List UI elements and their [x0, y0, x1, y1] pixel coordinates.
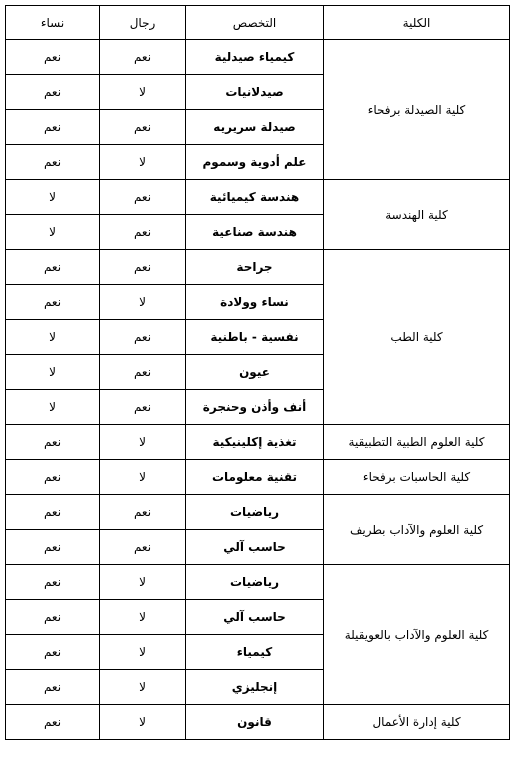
specialization-cell: إنجليزي — [186, 670, 324, 705]
men-cell: لا — [100, 460, 186, 495]
men-cell: لا — [100, 425, 186, 460]
men-cell: لا — [100, 145, 186, 180]
header-college: الكلية — [324, 6, 510, 40]
header-specialization: التخصص — [186, 6, 324, 40]
specialization-cell: قانون — [186, 705, 324, 740]
table-row — [6, 180, 510, 215]
college-name-cell: كلية الهندسة — [324, 180, 510, 250]
table-row — [6, 40, 510, 75]
men-cell: نعم — [100, 250, 186, 285]
women-cell: نعم — [6, 495, 100, 530]
header-men: رجال — [100, 6, 186, 40]
women-cell: نعم — [6, 145, 100, 180]
specialization-cell: كيمياء — [186, 635, 324, 670]
men-cell: نعم — [100, 180, 186, 215]
specialization-cell: رياضيات — [186, 495, 324, 530]
women-cell: نعم — [6, 75, 100, 110]
table-body — [6, 40, 510, 740]
college-name-cell: كلية العلوم والآداب بالعويقيلة — [324, 565, 510, 705]
specialization-cell: صيدلانيات — [186, 75, 324, 110]
men-cell: نعم — [100, 390, 186, 425]
men-cell: لا — [100, 705, 186, 740]
women-cell: نعم — [6, 670, 100, 705]
men-cell: نعم — [100, 495, 186, 530]
women-cell: نعم — [6, 565, 100, 600]
college-name-cell: كلية الطب — [324, 250, 510, 425]
table-header — [6, 6, 510, 40]
specialization-cell: جراحة — [186, 250, 324, 285]
men-cell: نعم — [100, 215, 186, 250]
women-cell: نعم — [6, 600, 100, 635]
men-cell: لا — [100, 635, 186, 670]
specialization-cell: هندسة صناعية — [186, 215, 324, 250]
specialization-cell: أنف وأذن وحنجرة — [186, 390, 324, 425]
table-row — [6, 460, 510, 495]
specialization-cell: حاسب آلي — [186, 600, 324, 635]
women-cell: نعم — [6, 285, 100, 320]
college-name-cell: كلية الصيدلة برفحاء — [324, 40, 510, 180]
men-cell: لا — [100, 670, 186, 705]
college-name-cell: كلية العلوم والآداب بطريف — [324, 495, 510, 565]
women-cell: لا — [6, 320, 100, 355]
men-cell: لا — [100, 75, 186, 110]
women-cell: نعم — [6, 705, 100, 740]
header-women: نساء — [6, 6, 100, 40]
college-name-cell: كلية الحاسبات برفحاء — [324, 460, 510, 495]
women-cell: لا — [6, 390, 100, 425]
men-cell: نعم — [100, 40, 186, 75]
specialization-cell: حاسب آلي — [186, 530, 324, 565]
specialization-cell: هندسة كيميائية — [186, 180, 324, 215]
specialization-cell: تغذية إكلينيكية — [186, 425, 324, 460]
women-cell: نعم — [6, 40, 100, 75]
specialization-cell: نفسية - باطنية — [186, 320, 324, 355]
men-cell: لا — [100, 565, 186, 600]
table-row — [6, 425, 510, 460]
women-cell: نعم — [6, 250, 100, 285]
men-cell: نعم — [100, 320, 186, 355]
specialization-cell: رياضيات — [186, 565, 324, 600]
specialization-cell: صيدلة سريريه — [186, 110, 324, 145]
women-cell: نعم — [6, 425, 100, 460]
women-cell: لا — [6, 215, 100, 250]
men-cell: لا — [100, 285, 186, 320]
men-cell: نعم — [100, 110, 186, 145]
women-cell: نعم — [6, 110, 100, 145]
specialization-cell: علم أدوية وسموم — [186, 145, 324, 180]
header-row — [6, 6, 510, 40]
programs-table — [5, 5, 510, 740]
specialization-cell: تقنية معلومات — [186, 460, 324, 495]
college-name-cell: كلية العلوم الطبية التطبيقية — [324, 425, 510, 460]
table-row — [6, 565, 510, 600]
men-cell: نعم — [100, 530, 186, 565]
college-name-cell: كلية إدارة الأعمال — [324, 705, 510, 740]
men-cell: نعم — [100, 355, 186, 390]
specialization-cell: عيون — [186, 355, 324, 390]
table-row — [6, 250, 510, 285]
women-cell: نعم — [6, 460, 100, 495]
women-cell: نعم — [6, 635, 100, 670]
women-cell: لا — [6, 180, 100, 215]
women-cell: لا — [6, 355, 100, 390]
table-row — [6, 495, 510, 530]
specialization-cell: نساء وولادة — [186, 285, 324, 320]
men-cell: لا — [100, 600, 186, 635]
specialization-cell: كيمياء صيدلية — [186, 40, 324, 75]
table-row — [6, 705, 510, 740]
women-cell: نعم — [6, 530, 100, 565]
